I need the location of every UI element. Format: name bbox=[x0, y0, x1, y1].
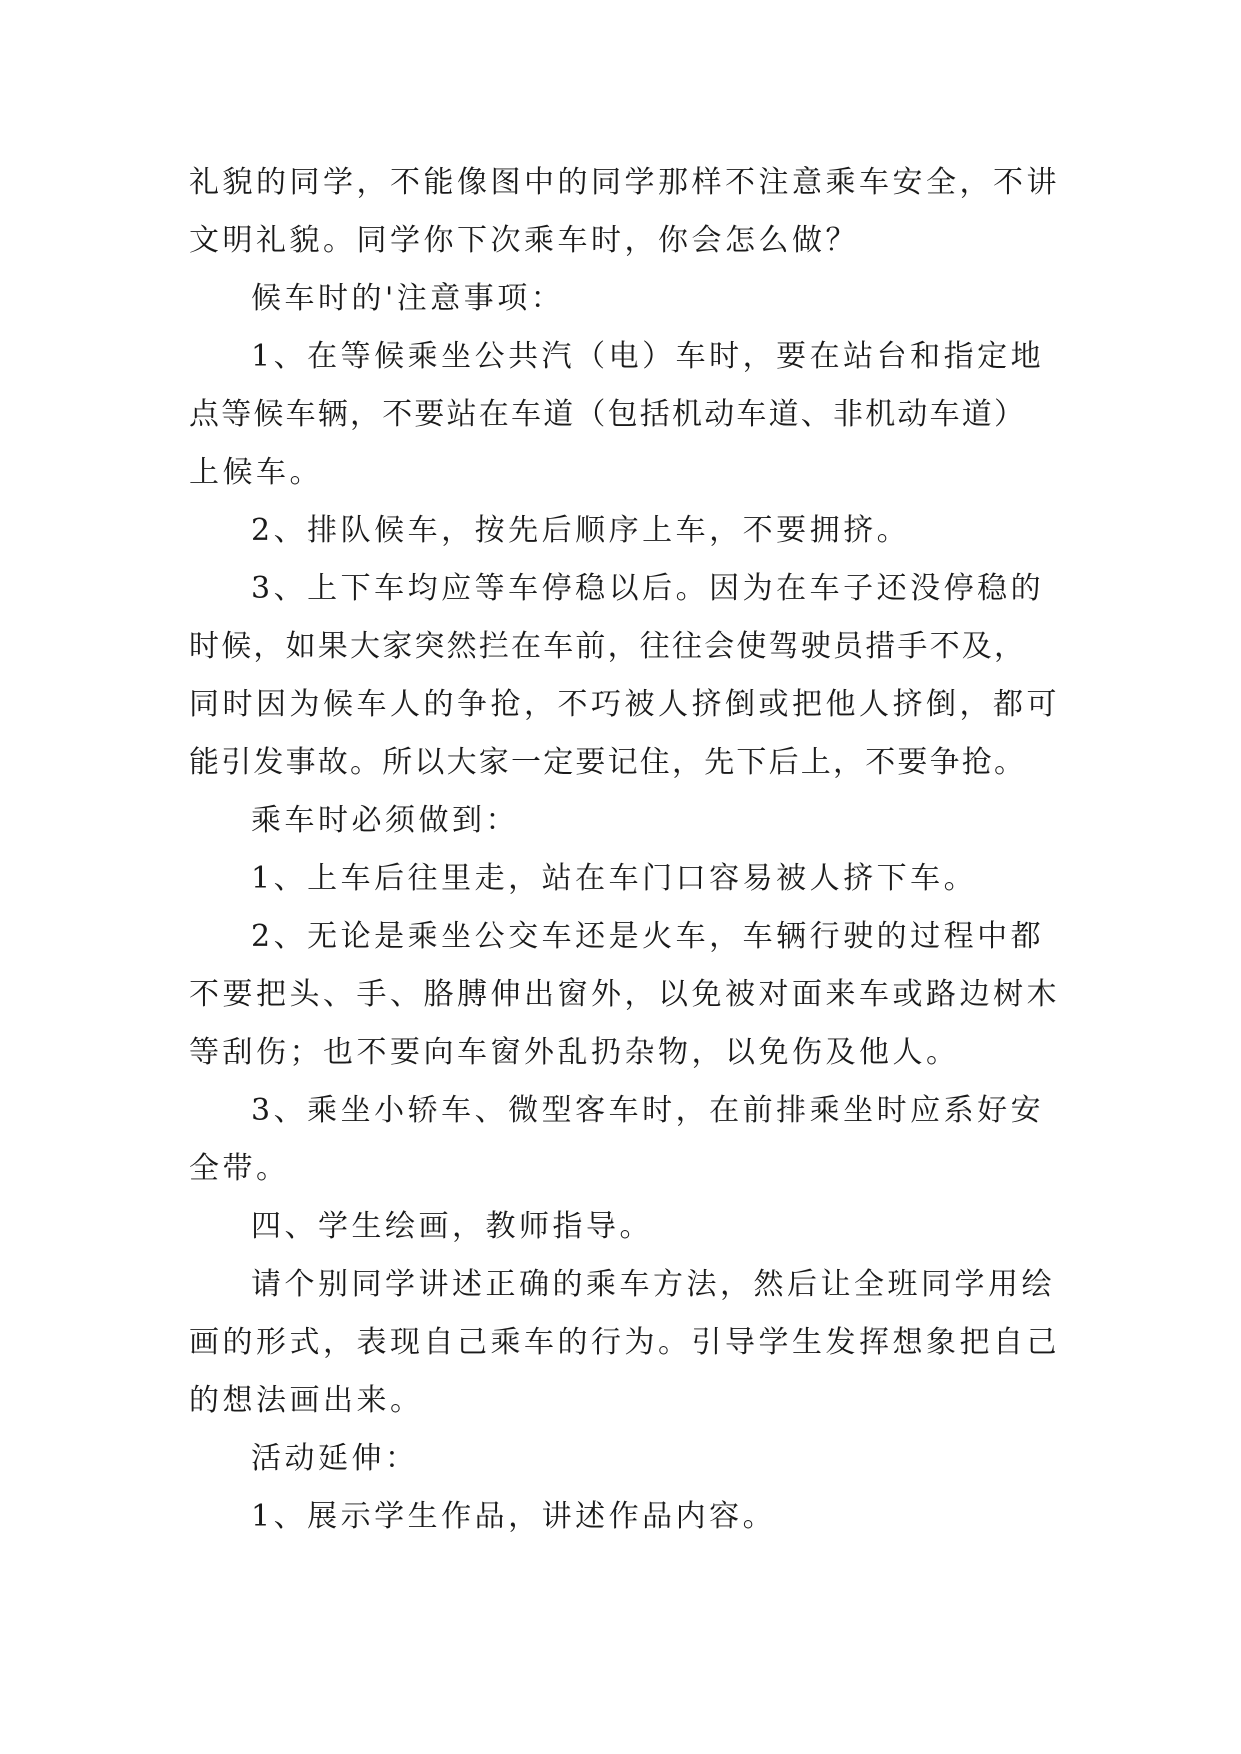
text-line: 不要把头、手、胳膊伸出窗外，以免被对面来车或路边树木 bbox=[189, 977, 1060, 1012]
text-line: 的想法画出来。 bbox=[189, 1383, 424, 1418]
section-heading: 四、学生绘画，教师指导。 bbox=[251, 1209, 653, 1244]
text-line: 2、排队候车，按先后顺序上车，不要拥挤。 bbox=[251, 513, 911, 548]
text-line: 1、展示学生作品，讲述作品内容。 bbox=[251, 1499, 777, 1534]
text-line: 全带。 bbox=[189, 1151, 290, 1186]
text-line: 3、乘坐小轿车、微型客车时，在前排乘坐时应系好安 bbox=[251, 1093, 1045, 1128]
text-line: 能引发事故。所以大家一定要记住，先下后上，不要争抢。 bbox=[189, 745, 1027, 780]
text-line: 同时因为候车人的争抢，不巧被人挤倒或把他人挤倒，都可 bbox=[189, 687, 1060, 722]
text-line: 请个别同学讲述正确的乘车方法，然后让全班同学用绘 bbox=[251, 1267, 1055, 1302]
text-line: 上候车。 bbox=[189, 455, 323, 490]
text-line: 3、上下车均应等车停稳以后。因为在车子还没停稳的 bbox=[251, 571, 1045, 606]
text-line: 时候，如果大家突然拦在车前，往往会使驾驶员措手不及， bbox=[189, 629, 1027, 664]
document-body bbox=[189, 154, 1059, 1546]
section-heading: 活动延伸： bbox=[251, 1441, 419, 1476]
section-heading: 乘车时必须做到： bbox=[251, 803, 519, 838]
text-line: 礼貌的同学，不能像图中的同学那样不注意乘车安全，不讲 bbox=[189, 165, 1060, 200]
text-line: 画的形式，表现自己乘车的行为。引导学生发挥想象把自己 bbox=[189, 1325, 1060, 1360]
text-line: 等刮伤；也不要向车窗外乱扔杂物，以免伤及他人。 bbox=[189, 1035, 960, 1070]
text-line: 文明礼貌。同学你下次乘车时，你会怎么做？ bbox=[189, 223, 859, 258]
section-heading: 候车时的'注意事项： bbox=[251, 281, 565, 316]
text-line: 点等候车辆，不要站在车道（包括机动车道、非机动车道） bbox=[189, 397, 1027, 432]
text-line: 1、在等候乘坐公共汽（电）车时，要在站台和指定地 bbox=[251, 339, 1045, 374]
text-line: 2、无论是乘坐公交车还是火车，车辆行驶的过程中都 bbox=[251, 919, 1045, 954]
text-line: 1、上车后往里走，站在车门口容易被人挤下车。 bbox=[251, 861, 978, 896]
